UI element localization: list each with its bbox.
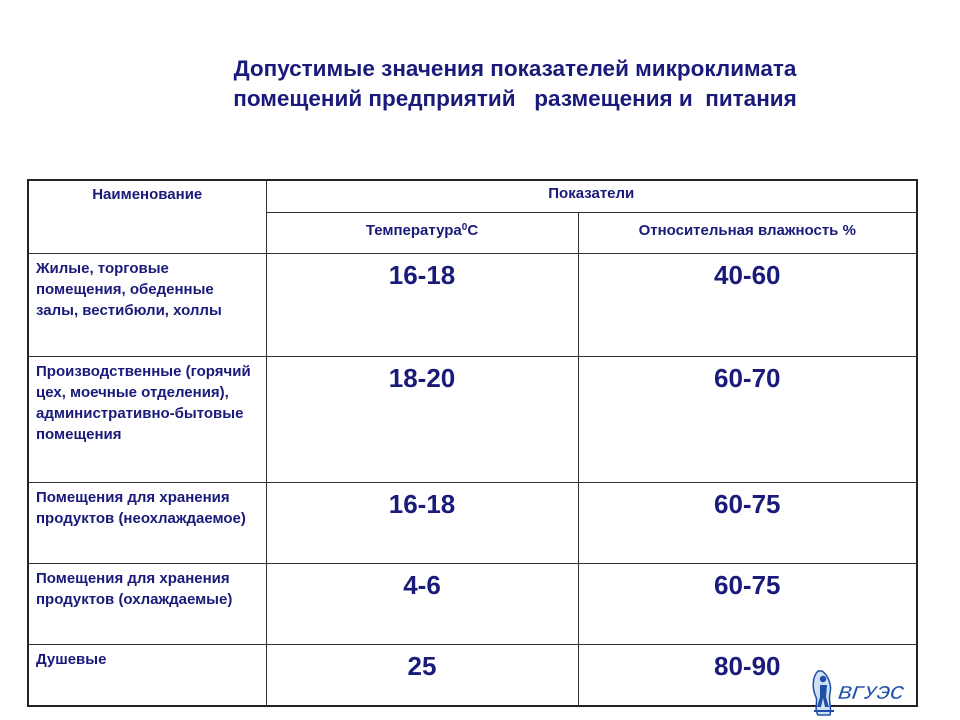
row-temperature: 4-6 (266, 564, 578, 645)
header-name: Наименование (28, 180, 266, 254)
header-temperature-unit: С (467, 222, 479, 239)
table-row (28, 357, 917, 483)
row-humidity: 80-90 (578, 645, 917, 706)
figure-emblem-icon (813, 671, 834, 715)
table-row (28, 564, 917, 645)
title-line-2: помещений предприятий размещения и питания (233, 86, 797, 111)
university-logo (808, 667, 928, 717)
table-row (28, 645, 917, 706)
row-temperature: 16-18 (266, 483, 578, 564)
degree-superscript: 0 (461, 222, 468, 233)
table-row (28, 483, 917, 564)
title-line-1: Допустимые значения показателей микроклимата (233, 56, 797, 81)
table-row (28, 254, 917, 357)
header-humidity: Относительная влажность % (578, 213, 917, 254)
row-humidity: 40-60 (578, 254, 917, 357)
header-temperature (266, 213, 578, 254)
row-temperature: 16-18 (266, 254, 578, 357)
row-temperature: 18-20 (266, 357, 578, 483)
header-indicators: Показатели (266, 180, 917, 213)
row-name: Жилые, торговые помещения, обеденные залы, вестибюли, холлы (28, 254, 266, 357)
row-humidity: 60-70 (578, 357, 917, 483)
row-name: Душевые (28, 645, 266, 706)
header-temperature-label: Температура (365, 222, 462, 239)
row-name: Помещения для хранения продуктов (охлаждаемые) (28, 564, 266, 645)
row-temperature: 25 (266, 645, 578, 706)
row-name: Помещения для хранения продуктов (неохлаждаемое) (28, 483, 266, 564)
microclimate-table (27, 179, 918, 707)
logo-text: ВГУЭС (836, 683, 906, 704)
row-name: Производственные (горячий цех, моечные отделения), административно-бытовые помещения (28, 357, 266, 483)
row-humidity: 60-75 (578, 483, 917, 564)
page-title (150, 54, 880, 114)
row-humidity: 60-75 (578, 564, 917, 645)
